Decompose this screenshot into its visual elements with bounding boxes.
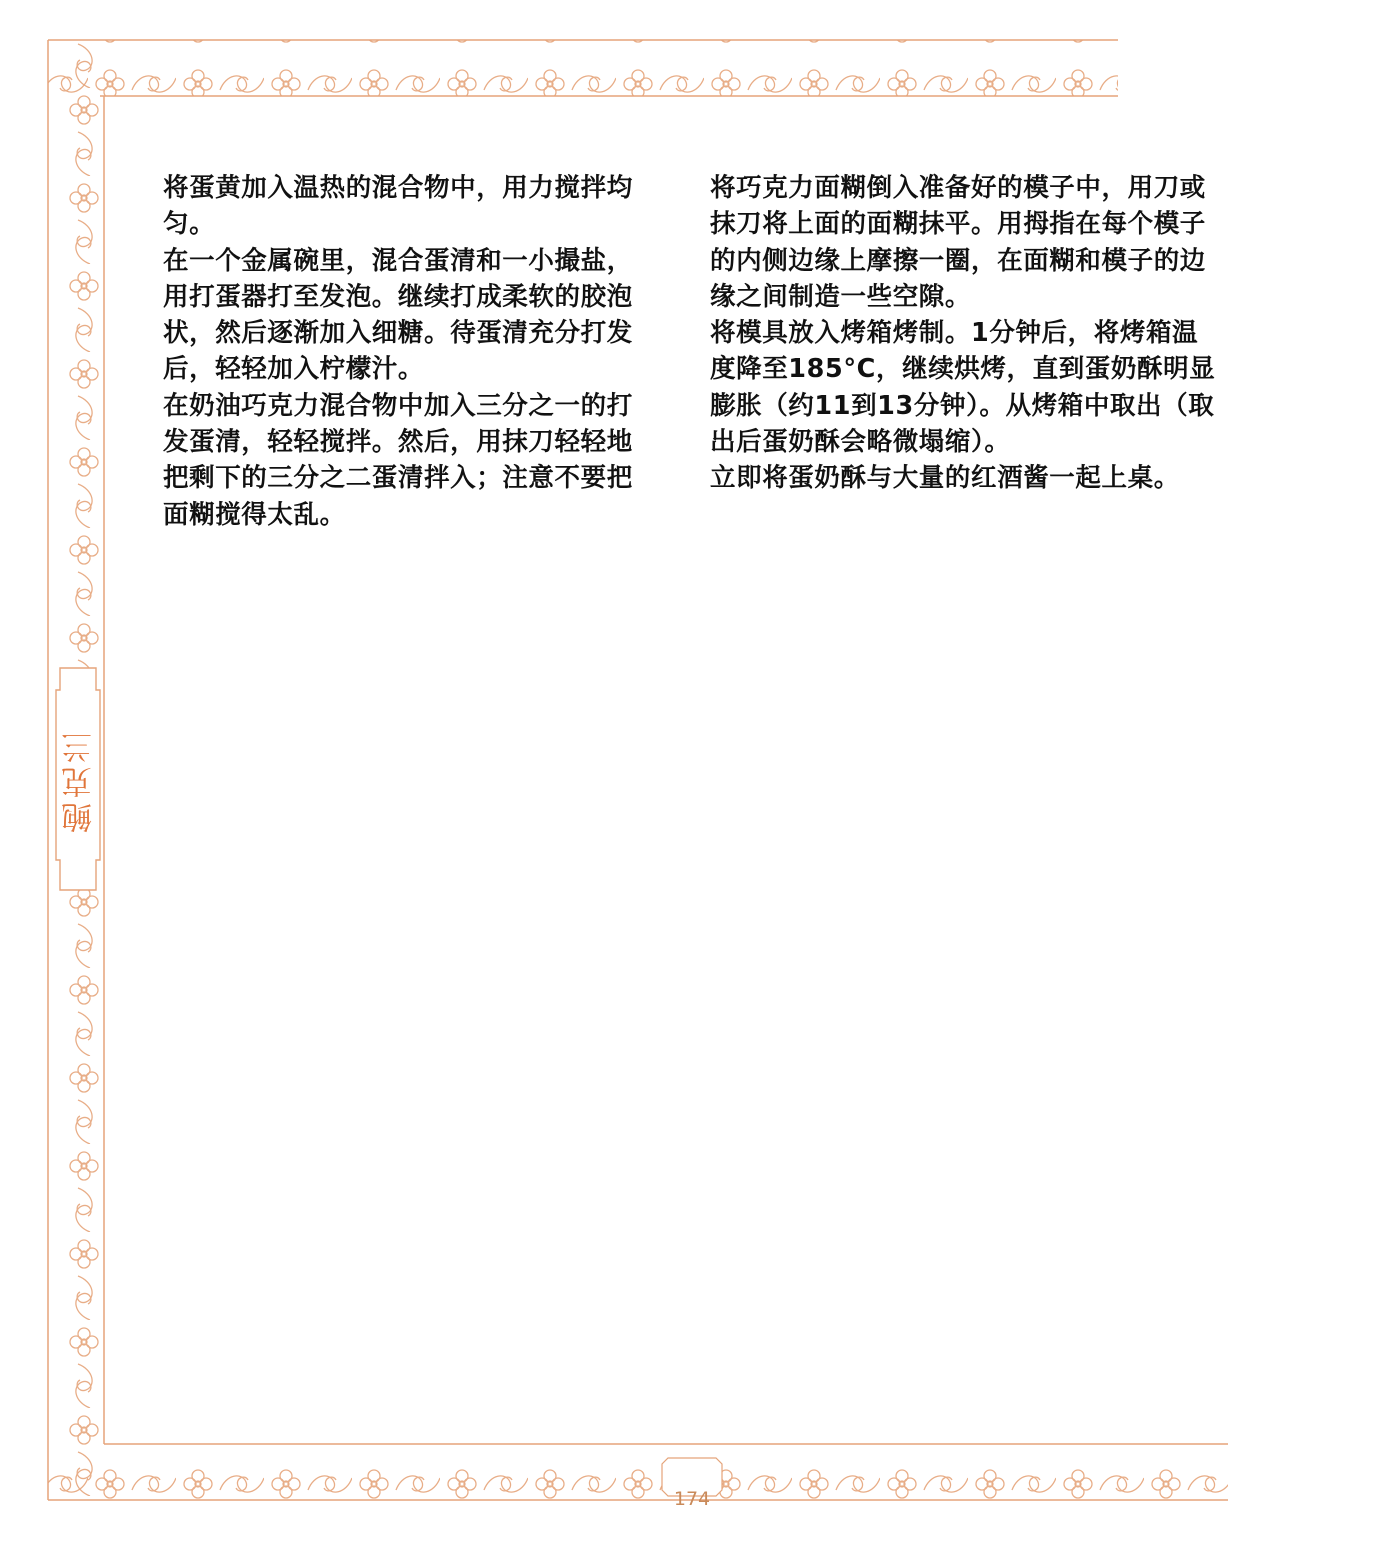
paragraph: 将蛋黄加入温热的混合物中，用力搅拌均匀。 — [163, 173, 633, 240]
page-number: 174 — [673, 1488, 711, 1510]
right-text-column — [710, 170, 1220, 497]
paragraph: 立即将蛋奶酥与大量的红酒酱一起上桌。 — [710, 463, 1180, 494]
left-text-column — [163, 170, 655, 533]
paragraph: 在奶油巧克力混合物中加入三分之一的打发蛋清，轻轻搅拌。然后，用抹刀轻轻地把剩下的三分之二蛋清拌入；注意不要把面糊搅得太乱。 — [163, 390, 633, 530]
paragraph: 将模具放入烤箱烤制。1分钟后，将烤箱温度降至185°C，继续烘烤，直到蛋奶酥明显膨胀（约11到13分钟）。从烤箱中取出（取出后蛋奶酥会略微塌缩）。 — [710, 318, 1216, 458]
paragraph: 在一个金属碗里，混合蛋清和一小撮盐，用打蛋器打至发泡。继续打成柔软的胶泡状，然后逐渐加入细糖。待蛋清充分打发后，轻轻加入柠檬汁。 — [163, 245, 633, 385]
chapter-side-label: 鲍克兰 — [62, 728, 98, 833]
paragraph: 将巧克力面糊倒入准备好的模子中，用刀或抹刀将上面的面糊抹平。用拇指在每个模子的内侧边缘上摩擦一圈，在面糊和模子的边缘之间制造一些空隙。 — [710, 173, 1206, 312]
